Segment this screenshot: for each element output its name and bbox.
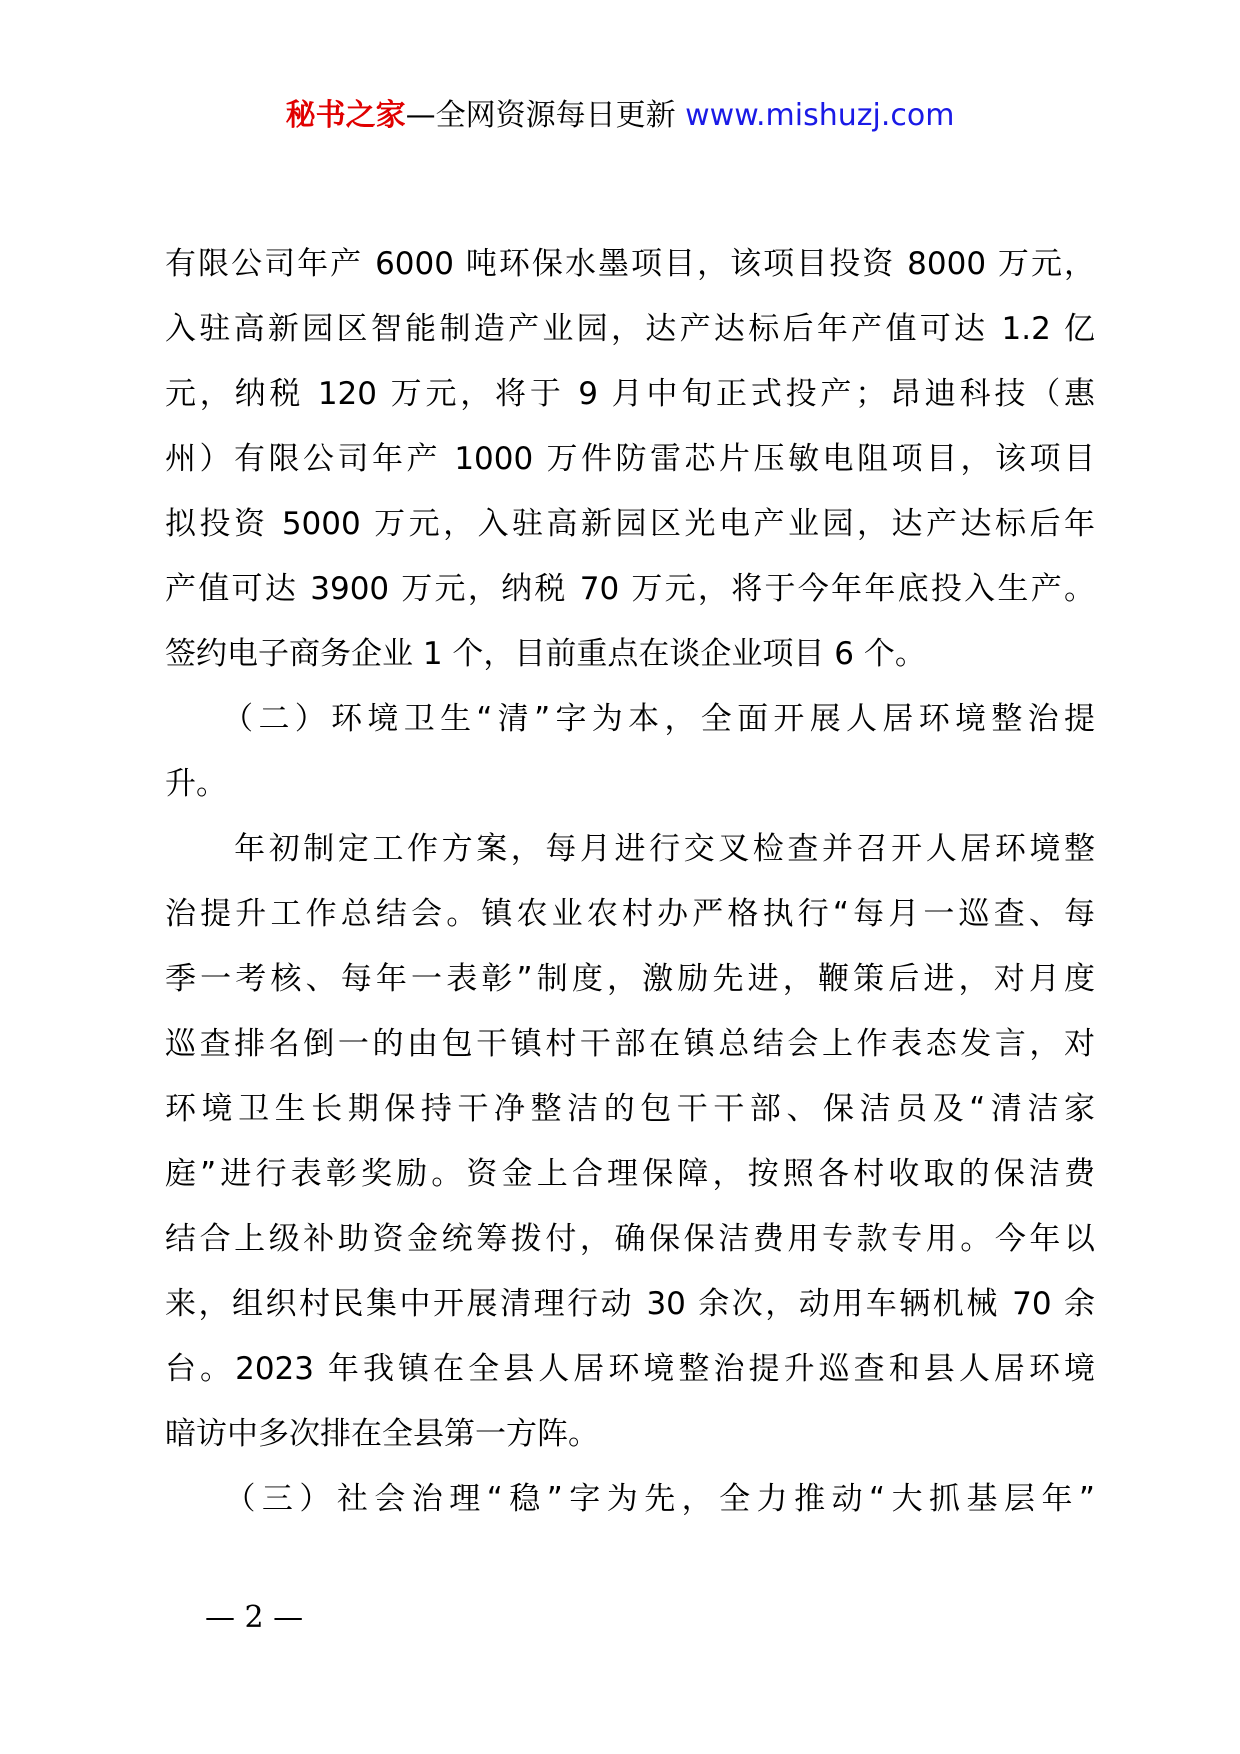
text-line: 环境卫生长期保持干净整洁的包干干部、保洁员及“清洁家 xyxy=(165,1091,1095,1127)
text-line: 有限公司年产 6000 吨环保水墨项目，该项目投资 8000 万元， xyxy=(165,246,1095,282)
text-line: 台。2023 年我镇在全县人居环境整治提升巡查和县人居环境 xyxy=(165,1351,1095,1387)
text-line: 来，组织村民集中开展清理行动 30 余次，动用车辆机械 70 余 xyxy=(165,1286,1095,1322)
text-line: 签约电子商务企业 1 个，目前重点在谈企业项目 6 个。 xyxy=(165,636,926,672)
text-line: 升。 xyxy=(165,766,227,802)
text-line: 巡查排名倒一的由包干镇村干部在镇总结会上作表态发言，对 xyxy=(165,1026,1095,1062)
text-line: 元，纳税 120 万元，将于 9 月中旬正式投产；昂迪科技（惠 xyxy=(165,376,1095,412)
text-line: 结合上级补助资金统筹拨付，确保保洁费用专款专用。今年以 xyxy=(165,1221,1095,1257)
site-url[interactable]: www.mishuzj.com xyxy=(685,98,955,133)
text-line: （三）社会治理“稳”字为先，全力推动“大抓基层年” xyxy=(165,1481,1095,1517)
text-line: 庭”进行表彰奖励。资金上合理保障，按照各村收取的保洁费 xyxy=(165,1156,1095,1192)
site-header xyxy=(0,96,1240,136)
text-line: 入驻高新园区智能制造产业园，达产达标后年产值可达 1.2 亿 xyxy=(165,311,1095,347)
site-tagline: —全网资源每日更新 xyxy=(405,98,676,133)
site-brand: 秘书之家 xyxy=(285,98,406,133)
text-line: 产值可达 3900 万元，纳税 70 万元，将于今年年底投入生产。 xyxy=(165,571,1095,607)
text-line: 州）有限公司年产 1000 万件防雷芯片压敏电阻项目，该项目 xyxy=(165,441,1095,477)
document-body xyxy=(165,232,1095,1532)
text-line: 季一考核、每年一表彰”制度，激励先进，鞭策后进，对月度 xyxy=(165,961,1095,997)
text-line: 拟投资 5000 万元，入驻高新园区光电产业园，达产达标后年 xyxy=(165,506,1095,542)
text-line: 年初制定工作方案，每月进行交叉检查并召开人居环境整 xyxy=(165,831,1095,867)
text-line: （二）环境卫生“清”字为本，全面开展人居环境整治提 xyxy=(165,701,1095,737)
text-line: 治提升工作总结会。镇农业农村办严格执行“每月一巡查、每 xyxy=(165,896,1095,932)
page-number: — 2 — xyxy=(205,1600,304,1635)
text-line: 暗访中多次排在全县第一方阵。 xyxy=(165,1416,599,1452)
